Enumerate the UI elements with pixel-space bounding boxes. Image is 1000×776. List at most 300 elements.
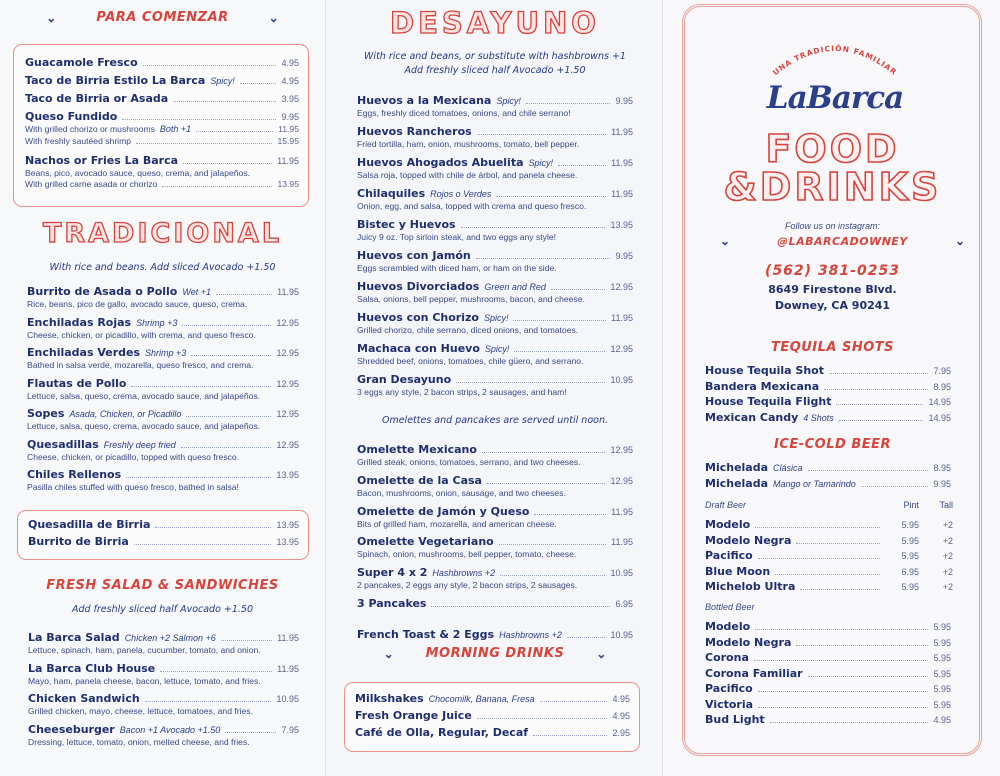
menu-item-row [28, 662, 299, 675]
item-note: Spicy! [210, 76, 235, 86]
item-name: Quesadillas [27, 437, 99, 451]
menu-item [357, 373, 633, 404]
item-description: Fried tortilla, ham, onion, mushrooms, tomato, bell pepper. [357, 139, 580, 149]
menu-item-row [357, 566, 633, 579]
dot-leader [162, 186, 272, 187]
menu-item-row [705, 380, 951, 393]
item-price: 11.95 [611, 127, 633, 137]
menu-item [705, 380, 951, 396]
dot-leader [758, 558, 880, 559]
desayuno-title: DESAYUNO [390, 6, 600, 40]
item-price: 12.95 [610, 282, 633, 292]
menu-item-row [357, 443, 633, 456]
item-price: 11.95 [611, 313, 633, 323]
item-price: 11.95 [611, 189, 633, 199]
item-name: Quesadilla de Birria [28, 518, 151, 531]
item-price: 11.95 [277, 663, 299, 674]
tall-price: +2 [942, 582, 953, 592]
item-description: Eggs, freshly diced tomatoes, onions, and chile serrano! [357, 108, 571, 118]
dot-leader [829, 373, 928, 374]
wave-icon: ⌄ [383, 646, 394, 661]
dot-leader [755, 527, 880, 528]
menu-item [705, 713, 951, 729]
dot-leader [499, 544, 606, 545]
menu-item-row [357, 505, 633, 518]
menu-item [28, 518, 299, 535]
dot-leader [758, 691, 929, 692]
dot-leader [122, 119, 276, 120]
item-name: Burrito de Birria [28, 535, 129, 548]
menu-item [357, 249, 633, 280]
menu-item-row [27, 438, 299, 451]
description-price: 11.95 [278, 124, 299, 134]
menu-item-row [357, 474, 633, 487]
menu-item-row [27, 285, 299, 298]
item-description: Dressing, lettuce, tomato, onion, melted cheese, and fries. [28, 736, 250, 747]
food-heading: FOOD [765, 127, 900, 171]
item-price: 13.95 [276, 470, 299, 480]
dot-leader [181, 447, 272, 448]
dot-leader [145, 701, 272, 702]
draft-row [705, 580, 953, 596]
desayuno-list [357, 94, 633, 404]
dot-leader [796, 543, 880, 544]
item-price: 5.95 [933, 668, 951, 679]
description-text: Beans, pico, avocado sauce, queso, crema, and jalapeños. [25, 168, 251, 178]
item-description: Shredded beef, onions, tomatoes, chile güero, and serrano. [357, 356, 584, 366]
item-note: Shrimp +3 [145, 348, 187, 358]
item-description: Spinach, onion, mushrooms, bell pepper, tomato, cheese. [357, 549, 577, 560]
dot-leader [182, 325, 271, 326]
item-price: 7.95 [933, 366, 951, 376]
item-name: Flautas de Pollo [27, 376, 127, 390]
menu-item [355, 726, 630, 743]
item-name: Milkshakes [355, 692, 424, 705]
menu-item [27, 438, 299, 469]
tall-label: Tall [939, 500, 953, 510]
item-price: 10.95 [610, 375, 633, 385]
item-price: 4.95 [281, 58, 299, 68]
item-price: 7.95 [281, 724, 299, 735]
menu-item [28, 662, 299, 693]
menu-item [27, 468, 299, 499]
item-name: Bistec y Huevos [357, 218, 456, 231]
menu-item-row [28, 518, 299, 531]
item-description [25, 167, 299, 178]
item-price: 2.95 [612, 728, 630, 738]
dot-leader [134, 544, 272, 545]
item-price: 10.95 [276, 694, 299, 704]
dot-leader [861, 486, 929, 487]
dot-leader [754, 660, 929, 661]
tradicional-list [27, 285, 299, 499]
wave-icon: ⌄ [720, 234, 731, 248]
wave-icon: ⌄ [596, 646, 607, 661]
item-price: 4.95 [612, 711, 630, 721]
dot-leader [551, 289, 606, 290]
menu-item-row [705, 667, 951, 680]
morning-drinks-header [326, 646, 664, 661]
item-price: 12.95 [610, 445, 633, 455]
dot-leader [482, 452, 606, 453]
menu-item-row [28, 692, 299, 705]
menu-item [357, 505, 633, 536]
description-text: With grilled carne asada or chorizo [25, 179, 158, 189]
draft-list [705, 518, 953, 596]
instagram-handle[interactable]: @LABARCADOWNEY [777, 234, 908, 248]
description-note: Both +1 [159, 124, 192, 134]
item-description: 3 eggs any style, 2 bacon strips, 2 sausages, and ham! [357, 387, 567, 397]
bottled-label: Bottled Beer [705, 602, 755, 612]
dot-leader [534, 514, 606, 515]
tagline-arc [765, 32, 905, 80]
pint-label: Pint [903, 500, 919, 510]
wave-icon: ⌄ [268, 10, 279, 25]
tradicional-subtitle: With rice and beans. Add sliced Avocado +1.50 [49, 262, 276, 273]
item-description: Juicy 9 oz. Top sirloin steak, and two eggs any style! [357, 232, 557, 242]
menu-item-row [705, 620, 951, 633]
menu-item-row [25, 56, 299, 69]
item-price: 4.95 [612, 694, 630, 704]
dot-leader [191, 355, 271, 356]
item-note: 4 Shots [803, 412, 834, 423]
menu-item [25, 154, 299, 198]
section-title: PARA COMENZAR [96, 10, 229, 25]
dot-leader [533, 735, 607, 736]
item-name: Chilaquiles [357, 187, 426, 200]
item-description: Onion, egg, and salsa, topped with crema and queso fresco. [357, 201, 587, 211]
menu-item [357, 218, 633, 249]
instagram-row [700, 234, 965, 248]
item-name: 3 Pancakes [357, 596, 427, 610]
dot-leader [456, 382, 605, 383]
item-name: Chicken Sandwich [28, 692, 140, 705]
menu-item-row [357, 342, 633, 355]
menu-item-row [357, 156, 633, 169]
drinks-heading: &DRINKS [723, 165, 942, 209]
menu-item-row [357, 218, 633, 231]
menu-item [25, 110, 299, 154]
item-description: Rice, beans, pico de gallo, avocado sauce, queso, crema. [27, 299, 248, 309]
tequila-list [705, 364, 951, 426]
menu-item-row [27, 468, 299, 481]
desayuno-subtitle-2: Add freshly sliced half Avocado +1.50 [404, 65, 586, 76]
item-name: Omelette de Jamón y Queso [357, 504, 530, 518]
address-line-2: Downey, CA 90241 [774, 299, 891, 312]
item-name: Bandera Mexicana [705, 379, 820, 393]
item-price: 11.95 [611, 506, 633, 517]
draft-header [705, 500, 953, 510]
item-name: House Tequila Flight [705, 395, 832, 408]
dot-leader [836, 404, 923, 405]
morning-drinks-title: MORNING DRINKS [425, 646, 565, 661]
dot-leader [808, 676, 929, 677]
brand-logo: LaBarca [766, 80, 904, 116]
item-note: Green and Red [484, 282, 546, 292]
dot-leader [755, 629, 928, 630]
item-description: Cheese, chicken, or picadillo, with crema, and queso fresco. [27, 329, 256, 340]
menu-item [25, 92, 299, 110]
beer-title: ICE-COLD BEER [773, 437, 892, 452]
dot-leader [136, 143, 272, 144]
dot-leader [800, 589, 880, 590]
menu-item [25, 74, 299, 92]
item-name: Gran Desayuno [357, 373, 452, 386]
menu-item-row [27, 316, 299, 329]
menu-item [357, 280, 633, 311]
menu-item-row [705, 395, 951, 408]
menu-item [705, 477, 951, 493]
menu-item-row [355, 692, 630, 705]
item-note: Hashbrowns +2 [499, 629, 562, 640]
item-name: La Barca Salad [28, 631, 120, 644]
wave-icon: ⌄ [954, 234, 965, 248]
menu-item [705, 461, 951, 477]
dot-leader [155, 527, 271, 528]
dot-leader [500, 575, 605, 576]
item-description: Grilled steak, onions, tomatoes, serrano, and two cheeses. [357, 457, 581, 467]
menu-item-row [25, 154, 299, 167]
dot-leader [221, 640, 272, 641]
item-price: 6.95 [615, 598, 633, 609]
menu-item-row [357, 535, 633, 548]
item-price: 12.95 [276, 409, 299, 419]
tagline-text: UNA TRADICIÓN FAMILIAR [771, 43, 899, 78]
item-price: 12.95 [276, 348, 299, 358]
menu-item [705, 620, 951, 636]
item-note: Spicy! [496, 96, 521, 106]
menu-item-row [27, 346, 299, 359]
dot-leader [775, 574, 880, 575]
item-note: Asada, Chicken, or Picadillo [69, 409, 182, 419]
menu-item-row [355, 726, 630, 739]
omelette-note: Omelettes and pancakes are served until noon. [381, 415, 608, 426]
tall-price: +2 [942, 520, 953, 530]
item-description: Salsa, onions, bell pepper, mushrooms, bacon, and cheese. [357, 294, 585, 304]
dot-leader [540, 701, 608, 702]
item-note: Chicken +2 Salmon +6 [124, 633, 216, 643]
menu-item-row [705, 364, 951, 377]
pint-price: 6.95 [901, 566, 919, 577]
item-price: 4.95 [281, 76, 299, 86]
item-price: 11.95 [277, 633, 299, 643]
omelette-list [357, 443, 633, 659]
menu-item-row [705, 698, 951, 711]
dot-leader [514, 351, 605, 352]
tall-price: +2 [942, 566, 953, 577]
item-note: Wet +1 [182, 287, 211, 297]
item-price: 11.95 [611, 158, 633, 168]
description-text: With freshly sautéed shrimp [25, 136, 132, 146]
item-name: Café de Olla, Regular, Decaf [355, 726, 529, 739]
follow-text: Follow us on instagram: [784, 221, 881, 231]
menu-item-row [357, 628, 633, 641]
dot-leader [487, 483, 606, 484]
dot-leader [824, 389, 928, 390]
menu-item-row [25, 92, 299, 105]
menu-item [705, 395, 951, 411]
menu-item-row [28, 535, 299, 548]
item-note: Mango or Tamarindo [773, 479, 856, 489]
dot-leader [567, 637, 606, 638]
item-description: 2 pancakes, 2 eggs any style, 2 bacon strips, 2 sausages. [357, 580, 578, 591]
item-name: Michelada [705, 461, 769, 474]
menu-item [705, 651, 951, 667]
menu-item-row [705, 411, 951, 424]
middle-panel [325, 0, 663, 776]
item-note: Bacon +1 Avocado +1.50 [119, 724, 221, 735]
item-name: Huevos con Chorizo [357, 311, 479, 324]
item-price: 12.95 [276, 378, 299, 389]
dot-leader [183, 163, 272, 164]
menu-item [705, 364, 951, 380]
item-name: Huevos Rancheros [357, 125, 472, 138]
item-name: Corona Familiar [705, 666, 803, 680]
dot-leader [160, 671, 272, 672]
menu-item [357, 342, 633, 373]
item-name: Modelo [705, 620, 751, 633]
dot-leader [186, 416, 271, 417]
menu-item [27, 316, 299, 347]
pint-price: 5.95 [901, 582, 919, 592]
item-price: 3.95 [281, 94, 299, 104]
item-price: 5.95 [933, 637, 951, 648]
tall-price: +2 [942, 535, 953, 546]
item-name: Enchiladas Verdes [27, 346, 141, 359]
item-price: 9.95 [615, 251, 633, 261]
menu-item [357, 535, 633, 566]
item-name: French Toast & 2 Eggs [357, 627, 495, 641]
item-note: Spicy! [483, 313, 509, 323]
menu-item-row [357, 280, 633, 293]
item-name: Taco de Birria Estilo La Barca [25, 74, 206, 87]
menu-item-row [28, 631, 299, 644]
item-note: Chocomilk, Banana, Fresa [428, 694, 535, 704]
item-name: Huevos Divorciados [357, 280, 480, 293]
svg-text:UNA TRADICIÓN FAMILIAR [771, 44, 899, 77]
menu-item [25, 56, 299, 74]
menu-item [357, 311, 633, 342]
item-name: Pacifico [705, 549, 753, 562]
dot-leader [477, 134, 606, 135]
dot-leader [477, 718, 608, 719]
item-price: 14.95 [928, 412, 951, 423]
item-description: Lettuce, salsa, queso, crema, avocado sauce, and jalapeños. [27, 421, 261, 431]
dot-leader [808, 470, 929, 471]
item-name: Cheeseburger [28, 722, 115, 736]
item-name: Blue Moon [705, 564, 771, 578]
item-name: Fresh Orange Juice [355, 709, 472, 722]
item-description: Mayo, ham, panela cheese, bacon, lettuce, tomato, and fries. [28, 675, 261, 686]
menu-item-row [357, 249, 633, 262]
draft-row [705, 534, 953, 550]
item-name: Huevos con Jamón [357, 249, 471, 262]
item-name: Victoria [705, 697, 754, 711]
item-name: House Tequila Shot [705, 364, 825, 377]
dot-leader [196, 131, 273, 132]
item-description: Grilled chorizo, chile serrano, diced onions, and tomatoes. [357, 325, 579, 335]
morning-drinks-list [355, 692, 630, 743]
menu-item [357, 125, 633, 156]
item-description: Lettuce, salsa, queso, crema, avocado sauce, and jalapeños. [27, 390, 261, 401]
item-name: Modelo [705, 518, 751, 531]
pint-price: 5.95 [901, 520, 919, 530]
item-price: 5.95 [933, 684, 951, 694]
item-name: Machaca con Huevo [357, 342, 480, 355]
description-price: 13.95 [277, 179, 299, 189]
menu-item-row [28, 723, 299, 736]
salad-title: FRESH SALAD & SANDWICHES [46, 578, 279, 593]
description-text: With grilled chorizo or mushrooms [25, 124, 155, 134]
menu-item [28, 723, 299, 754]
item-price: 12.95 [276, 439, 299, 450]
item-note: Clásica [773, 463, 803, 473]
pint-price: 5.95 [901, 535, 919, 546]
item-description [25, 178, 299, 190]
item-name: Michelada [705, 477, 769, 490]
menu-item-row [25, 110, 299, 123]
draft-row [705, 565, 953, 581]
item-description: Bathed in salsa verde, mozarella, queso fresco, and crema. [27, 360, 254, 370]
item-note: Freshly deep fried [103, 439, 176, 450]
dot-leader [173, 101, 276, 102]
menu-item-row [705, 713, 951, 726]
dot-leader [240, 83, 277, 84]
menu-item-row [357, 311, 633, 324]
menu-item [27, 285, 299, 316]
item-name: Modelo Negra [705, 533, 792, 547]
draft-row [705, 549, 953, 565]
item-name: Omelette Mexicano [357, 443, 477, 456]
desayuno-subtitle-1: With rice and beans, or substitute with hashbrowns +1 [364, 51, 626, 62]
item-note: Spicy! [484, 344, 510, 354]
salad-subtitle: Add freshly sliced half Avocado +1.50 [71, 604, 254, 615]
item-name: Enchiladas Rojas [27, 315, 132, 329]
item-price: 8.95 [933, 463, 951, 473]
item-description: Eggs scrambled with diced ham, or ham on the side. [357, 263, 557, 273]
para-comenzar-list [25, 56, 299, 198]
pint-price: 5.95 [901, 551, 919, 561]
item-price: 10.95 [610, 568, 633, 579]
menu-item [27, 377, 299, 408]
menu-item-row [705, 682, 951, 695]
item-name: Sopes [27, 407, 65, 420]
item-description [25, 123, 299, 135]
menu-item-row [27, 377, 299, 390]
menu-item-row [357, 597, 633, 610]
item-description: Bacon, mushrooms, onion, sausage, and two cheeses. [357, 487, 566, 498]
salad-list [28, 631, 299, 753]
menu-item-row [357, 125, 633, 138]
item-price: 5.95 [933, 622, 951, 632]
dot-leader [770, 722, 929, 723]
phone-number[interactable]: (562) 381-0253 [765, 263, 900, 279]
michelada-list [705, 461, 951, 493]
item-name: La Barca Club House [28, 661, 156, 675]
item-name: Michelob Ultra [705, 580, 796, 593]
item-name: Omelette de la Casa [357, 473, 482, 487]
item-name: Pacifico [705, 682, 753, 695]
menu-item [357, 94, 633, 125]
description-price: 15.95 [277, 136, 299, 146]
draft-label: Draft Beer [705, 500, 747, 510]
wave-icon: ⌄ [46, 10, 57, 25]
menu-item [28, 692, 299, 723]
menu-item [355, 709, 630, 726]
item-price: 11.95 [277, 156, 299, 166]
dot-leader [476, 258, 611, 259]
item-price: 10.95 [610, 629, 633, 640]
